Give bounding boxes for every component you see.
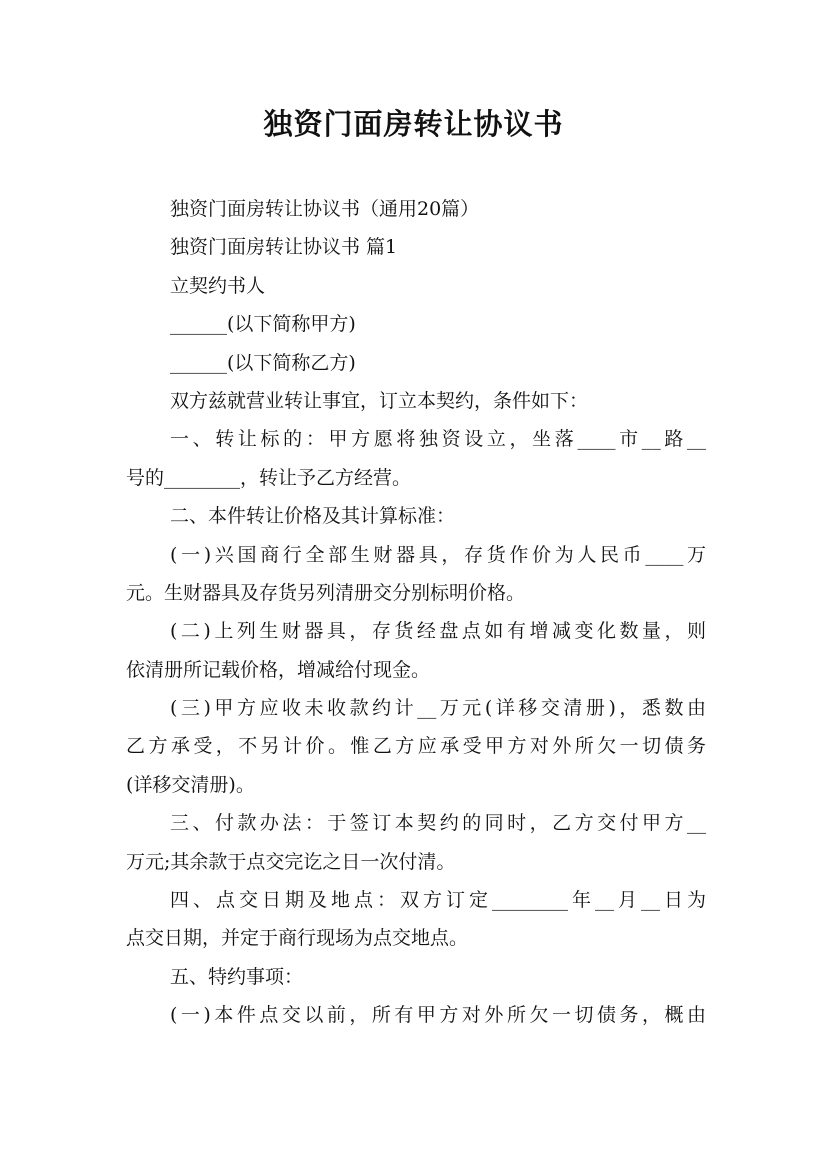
clause-3-line: 万元;其余款于点交完讫之日一次付清。 (126, 850, 456, 873)
clause-3-line: 三、付款办法：于签订本契约的同时，乙方交付甲方__ (170, 812, 706, 835)
document-body (126, 190, 706, 1035)
clause-4-line: 四、点交日期及地点：双方订定________年__月__日为 (170, 889, 706, 912)
clause-2-heading: 二、本件转让价格及其计算标准： (170, 505, 456, 528)
clause-2-1-line: (一)兴国商行全部生财器具，存货作价为人民币____万 (170, 543, 706, 566)
party-b-line: ______(以下简称乙方) (170, 351, 356, 374)
clause-2-3-line: 乙方承受，不另计价。惟乙方应承受甲方对外所欠一切债务 (126, 735, 706, 758)
party-a-line: ______(以下简称甲方) (170, 313, 356, 336)
clause-1-line: 号的________，转让予乙方经营。 (126, 466, 412, 489)
clause-5-1-line: (一)本件点交以前，所有甲方对外所欠一切债务，概由 (170, 1004, 706, 1027)
clause-4-line: 点交日期，并定于商行现场为点交地点。 (126, 927, 469, 950)
section-heading: 独资门面房转让协议书 篇1 (170, 236, 398, 259)
subtitle-line: 独资门面房转让协议书（通用20篇） (170, 198, 480, 220)
clause-1-line: 一、转让标的：甲方愿将独资设立，坐落____市__路__ (170, 428, 706, 451)
clause-2-2-line: (二)上列生财器具，存货经盘点如有增减变化数量，则 (170, 620, 706, 643)
paragraph-line: 立契约书人 (170, 274, 266, 297)
clause-2-3-line: (三)甲方应收未收款约计__万元(详移交清册)，悉数由 (170, 697, 706, 720)
clause-2-2-line: 依清册所记载价格，增减给付现金。 (126, 658, 431, 681)
clause-2-1-line: 元。生财器具及存货另列清册交分别标明价格。 (126, 581, 526, 604)
paragraph-line: 双方兹就营业转让事宜，订立本契约，条件如下： (170, 389, 589, 412)
clause-5-heading: 五、特约事项： (170, 965, 304, 988)
clause-2-3-line: (详移交清册)。 (126, 773, 255, 796)
document-title: 独资门面房转让协议书 (263, 107, 564, 141)
